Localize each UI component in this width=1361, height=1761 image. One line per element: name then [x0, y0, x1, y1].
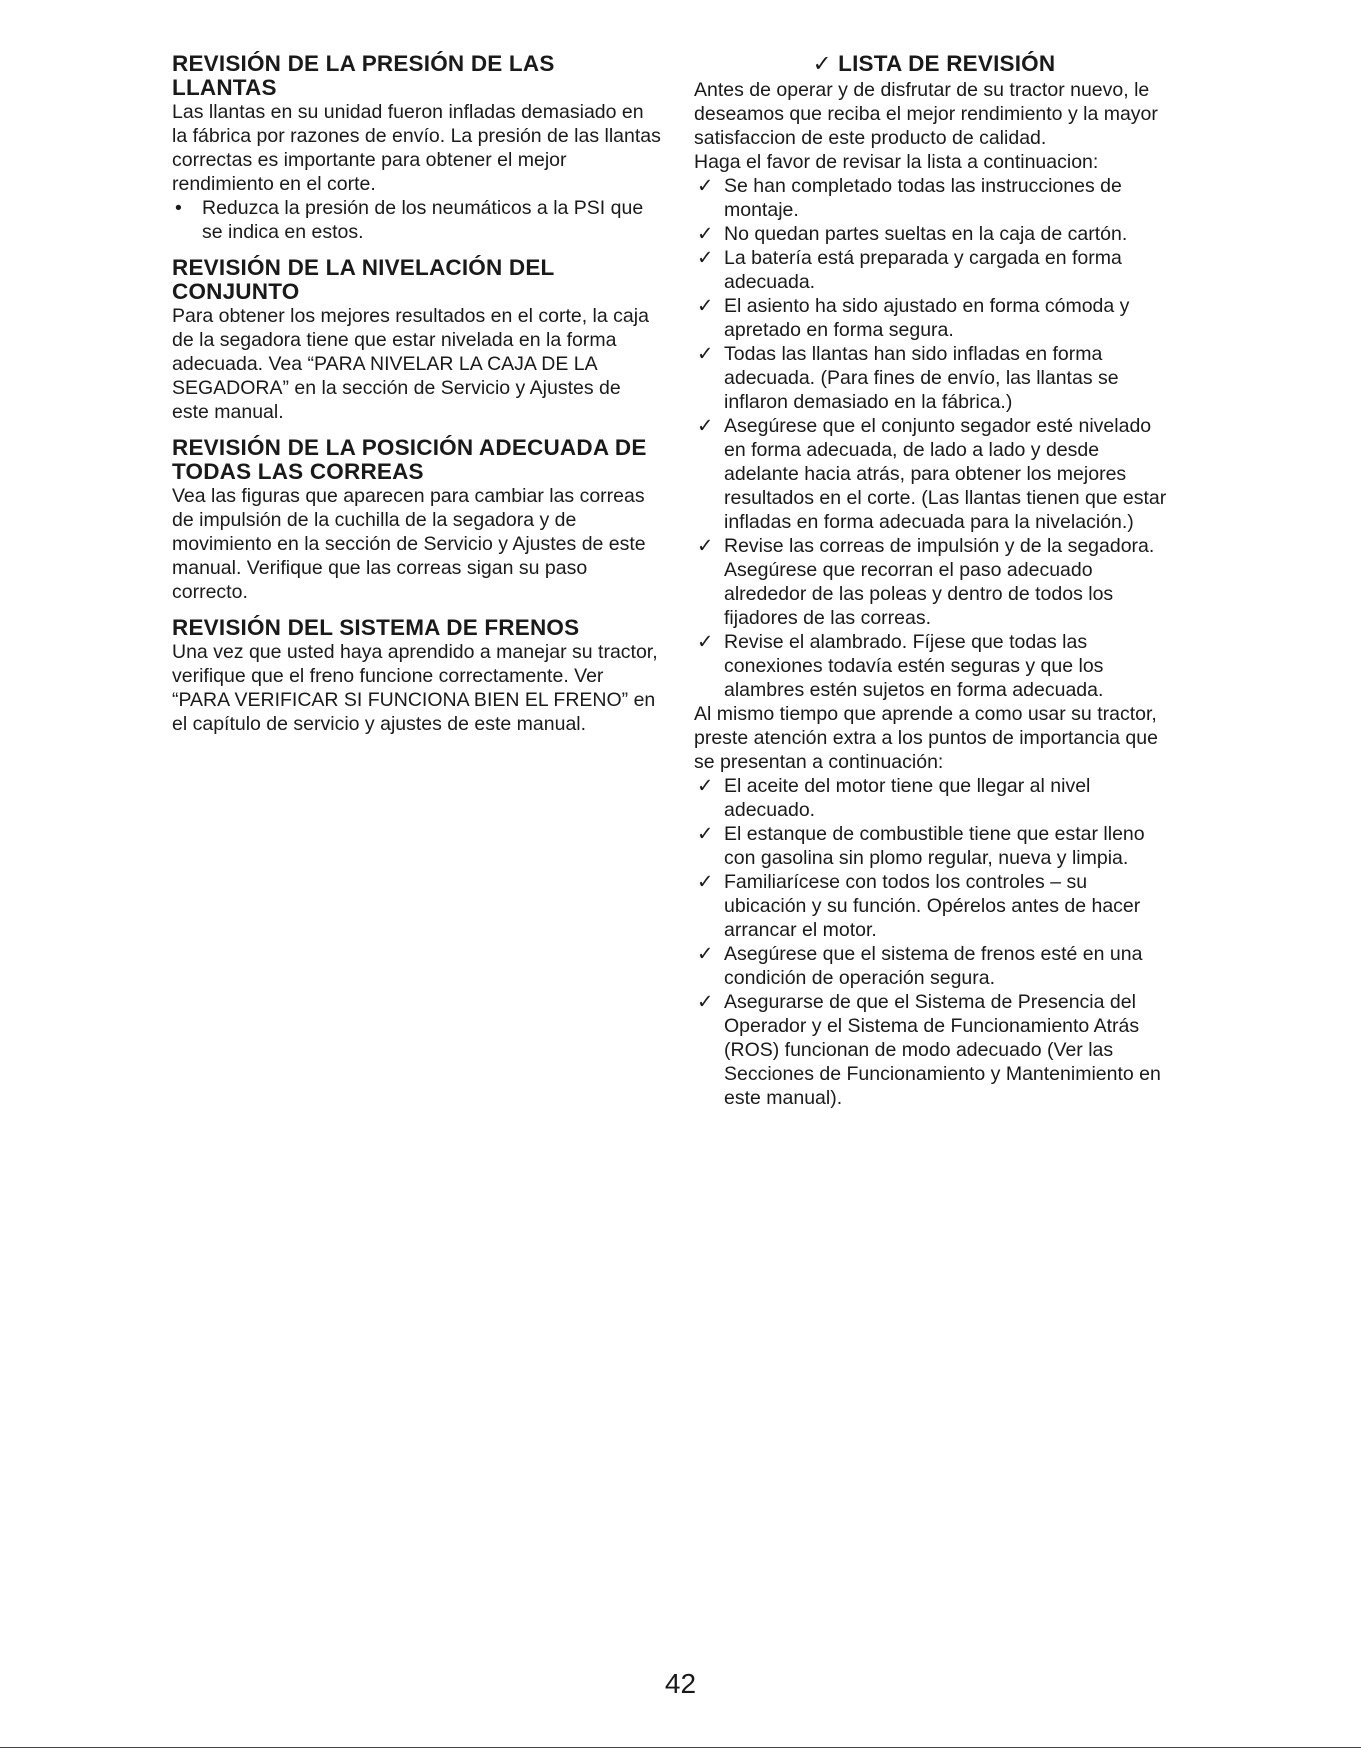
checkmark-icon: ✓: [697, 247, 714, 269]
checklist-title: LISTA DE REVISIÓN: [838, 51, 1056, 76]
checklist-item: [694, 630, 1174, 702]
bullet-item: [172, 196, 662, 244]
checkmark-icon: ✓: [697, 871, 714, 893]
checklist-item: [694, 342, 1174, 414]
checkmark-icon: ✓: [697, 535, 714, 557]
section-body: Para obtener los mejores resultados en el corte, la caja de la segadora tiene que estar nivelada en la forma adecuada. Vea “PARA NIVELAR LA CAJA DE LA SEGADORA” en la sección de Servicio y Ajustes de este manual.: [172, 305, 649, 423]
checklist-item: [694, 942, 1174, 990]
section-brake-system: [172, 616, 662, 736]
section-tire-pressure: [172, 52, 662, 244]
checklist-item: [694, 246, 1174, 294]
right-column: [694, 52, 1174, 1110]
checkmark-icon: ✓: [697, 631, 714, 653]
checklist-item: [694, 174, 1174, 222]
section-heading: REVISIÓN DE LA NIVELACIÓN DEL CONJUNTO: [172, 255, 555, 304]
checklist-item-text: El aceite del motor tiene que llegar al nivel adecuado.: [724, 775, 1091, 821]
left-column: [172, 52, 662, 748]
checklist-item: [694, 822, 1174, 870]
section-belt-position: [172, 436, 662, 604]
checklist-heading: [694, 52, 1174, 76]
checklist-item: [694, 534, 1174, 630]
checkmark-icon: ✓: [697, 991, 714, 1013]
section-heading: REVISIÓN DE LA POSICIÓN ADECUADA DE TODAS LAS CORREAS: [172, 435, 647, 484]
checkmark-icon: ✓: [697, 343, 714, 365]
checkmark-icon: ✓: [697, 775, 714, 797]
checklist-item-text: Revise el alambrado. Fíjese que todas las conexiones todavía estén seguras y que los alambres estén sujetos en forma adecuada.: [724, 631, 1104, 701]
checklist-item: [694, 774, 1174, 822]
section-deck-leveling: [172, 256, 662, 424]
bullet-text: Reduzca la presión de los neumáticos a la PSI que se indica en estos.: [202, 197, 644, 243]
checklist-item: [694, 870, 1174, 942]
bullet-icon: •: [175, 197, 182, 219]
checklist-item: [694, 990, 1174, 1110]
bottom-rule: [0, 1747, 1361, 1748]
section-body: Las llantas en su unidad fueron infladas demasiado en la fábrica por razones de envío. La presión de las llantas correctas es importante para obtener el mejor rendimiento en el corte.: [172, 101, 661, 195]
checklist-1: [694, 174, 1174, 702]
checkmark-icon: ✓: [697, 175, 714, 197]
checklist-prompt: Haga el favor de revisar la lista a continuacion:: [694, 151, 1099, 173]
checklist-item-text: Se han completado todas las instrucciones de montaje.: [724, 175, 1122, 221]
checklist-item-text: Familiarícese con todos los controles – su ubicación y su función. Opérelos antes de hacer arrancar el motor.: [724, 871, 1141, 941]
section-heading: REVISIÓN DE LA PRESIÓN DE LAS LLANTAS: [172, 51, 555, 100]
checklist-item: [694, 294, 1174, 342]
checklist-middle: Al mismo tiempo que aprende a como usar su tractor, preste atención extra a los puntos de importancia que se presentan a continuación:: [694, 703, 1158, 773]
checklist-item-text: La batería está preparada y cargada en forma adecuada.: [724, 247, 1122, 293]
checkmark-icon: ✓: [812, 51, 832, 76]
checklist-item-text: Asegúrese que el sistema de frenos esté en una condición de operación segura.: [724, 943, 1143, 989]
checkmark-icon: ✓: [697, 823, 714, 845]
section-body: Una vez que usted haya aprendido a manejar su tractor, verifique que el freno funcione correctamente. Ver “PARA VERIFICAR SI FUNCIONA BIEN EL FRENO” en el capítulo de servicio y ajustes de este manual.: [172, 641, 658, 735]
checkmark-icon: ✓: [697, 943, 714, 965]
checklist-item-text: El asiento ha sido ajustado en forma cómoda y apretado en forma segura.: [724, 295, 1130, 341]
checklist-item-text: No quedan partes sueltas en la caja de cartón.: [724, 223, 1128, 245]
checkmark-icon: ✓: [697, 295, 714, 317]
checklist-item-text: Asegúrese que el conjunto segador esté nivelado en forma adecuada, de lado a lado y desde adelante hacia atrás, para obtener los mejores resultados en el corte. (Las llantas tienen que estar infladas en forma adecuada para la nivelación.): [724, 415, 1167, 533]
checklist-item-text: Revise las correas de impulsión y de la segadora. Asegúrese que recorran el paso adecuado alrededor de las poleas y dentro de todos los fijadores de las correas.: [724, 535, 1155, 629]
checklist-item-text: Todas las llantas han sido infladas en forma adecuada. (Para fines de envío, las llantas se inflaron demasiado en la fábrica.): [724, 343, 1119, 413]
checklist-item: [694, 414, 1174, 534]
checklist-item-text: El estanque de combustible tiene que estar lleno con gasolina sin plomo regular, nueva y limpia.: [724, 823, 1145, 869]
page-number: 42: [664, 1668, 697, 1699]
checklist-item-text: Asegurarse de que el Sistema de Presencia del Operador y el Sistema de Funcionamiento Atrás (ROS) funcionan de modo adecuado (Ver las Secciones de Funcionamiento y Mantenimiento en este manual).: [724, 991, 1161, 1109]
checklist-2: [694, 774, 1174, 1110]
section-body: Vea las figuras que aparecen para cambiar las correas de impulsión de la cuchilla de la segadora y de movimiento en la sección de Servicio y Ajustes de este manual. Verifique que las correas sigan su paso correcto.: [172, 485, 646, 603]
checklist-intro: Antes de operar y de disfrutar de su tractor nuevo, le deseamos que reciba el mejor rendimiento y la mayor satisfaccion de este producto de calidad.: [694, 79, 1158, 149]
checkmark-icon: ✓: [697, 223, 714, 245]
section-heading: REVISIÓN DEL SISTEMA DE FRENOS: [172, 615, 580, 640]
checklist-item: [694, 222, 1174, 246]
checkmark-icon: ✓: [697, 415, 714, 437]
